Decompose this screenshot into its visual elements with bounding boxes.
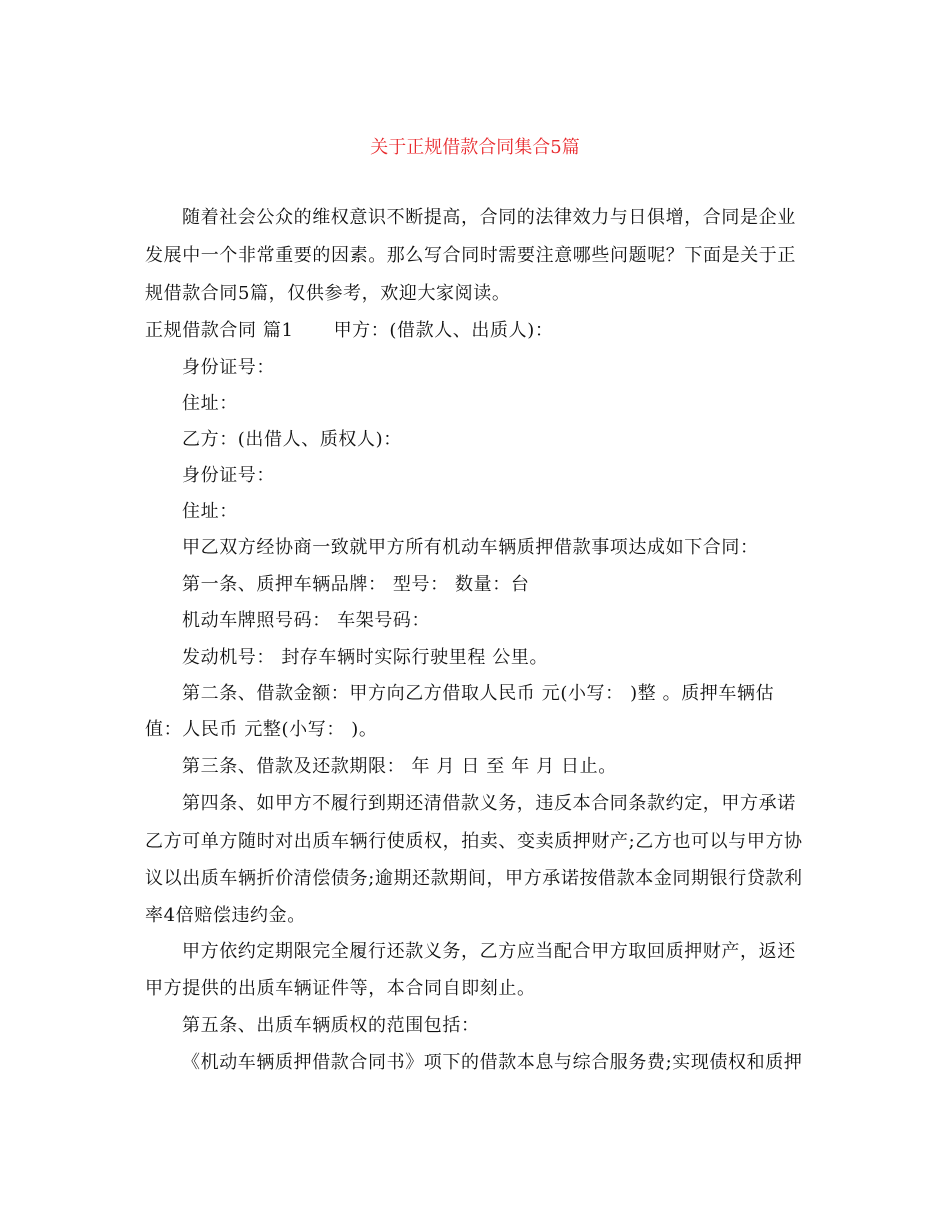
- clause-line: 率4倍赔偿违约金。: [145, 905, 306, 926]
- clause-line: 第二条、借款金额：甲方向乙方借取人民币 元(小写： )整 。质押车辆估: [182, 683, 775, 704]
- clause-line: 议以出质车辆折价清偿债务;逾期还款期间，甲方承诺按借款本金同期银行贷款利: [145, 868, 803, 889]
- id-number-field: 身份证号：: [182, 357, 275, 378]
- clause-line: 机动车牌照号码： 车架号码：: [182, 610, 431, 631]
- clause-line: 值：人民币 元整(小写： )。: [145, 719, 378, 740]
- document-title: 关于正规借款合同集合5篇: [370, 137, 580, 158]
- clause-line: 第三条、借款及还款期限： 年 月 日 至 年 月 日止。: [182, 756, 617, 777]
- clause-line: 第四条、如甲方不履行到期还清借款义务，违反本合同条款约定，甲方承诺: [182, 793, 796, 814]
- paragraph-line: 规借款合同5篇，仅供参考，欢迎大家阅读。: [145, 283, 511, 304]
- paragraph-line: 随着社会公众的维权意识不断提高，合同的法律效力与日俱增，合同是企业: [182, 207, 796, 228]
- address-field: 住址：: [182, 393, 238, 414]
- section-heading-line: [145, 319, 553, 343]
- paragraph-line: 甲乙双方经协商一致就甲方所有机动车辆质押借款事项达成如下合同：: [182, 537, 759, 558]
- clause-line: 发动机号： 封存车辆时实际行驶里程 公里。: [182, 647, 549, 668]
- paragraph-line: 发展中一个非常重要的因素。那么写合同时需要注意哪些问题呢？下面是关于正: [145, 245, 796, 266]
- clause-line: 《机动车辆质押借款合同书》项下的借款本息与综合服务费;实现债权和质押: [182, 1052, 803, 1073]
- address-field: 住址：: [182, 501, 238, 522]
- section-heading: 正规借款合同 篇1: [145, 320, 294, 341]
- clause-line: 乙方可单方随时对出质车辆行使质权，拍卖、变卖质押财产;乙方也可以与甲方协: [145, 831, 803, 852]
- paragraph-line: 甲方依约定期限完全履行还款义务，乙方应当配合甲方取回质押财产，返还: [182, 941, 796, 962]
- clause-line: 第一条、质押车辆品牌： 型号： 数量：台: [182, 574, 530, 595]
- party-b-label: 乙方：(出借人、质权人)：: [182, 429, 402, 450]
- party-a-label: 甲方：(借款人、出质人)：: [333, 320, 554, 341]
- id-number-field: 身份证号：: [182, 465, 275, 486]
- paragraph-line: 甲方提供的出质车辆证件等，本合同自即刻止。: [145, 978, 536, 999]
- clause-line: 第五条、出质车辆质权的范围包括：: [182, 1015, 480, 1036]
